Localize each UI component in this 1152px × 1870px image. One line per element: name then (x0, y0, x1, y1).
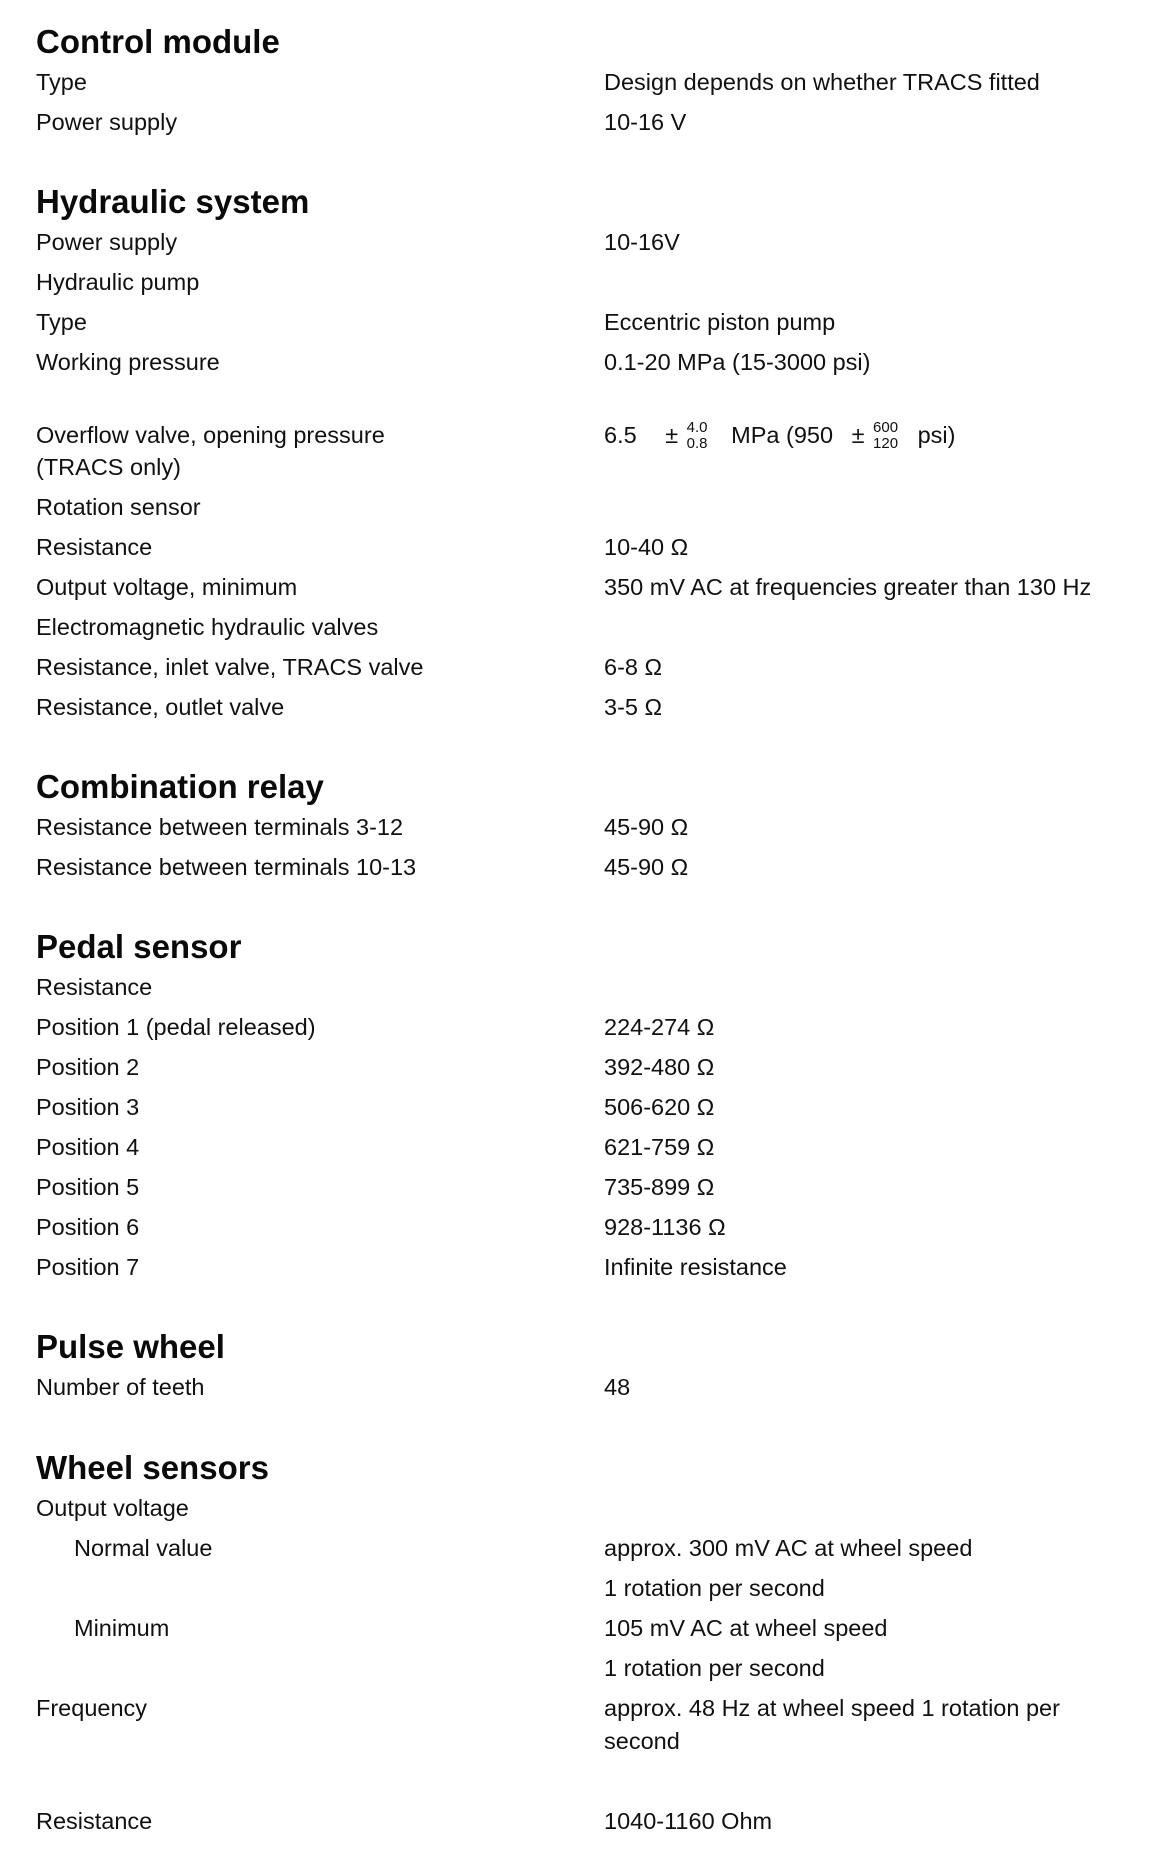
spec-row (36, 302, 1116, 342)
spec-label: Frequency (36, 1695, 148, 1721)
spec-row (36, 1047, 1116, 1087)
spec-label: Output voltage, minimum (36, 574, 298, 600)
spec-value: 3-5 Ω (604, 694, 663, 720)
spec-row (36, 1207, 1116, 1247)
spec-row (36, 342, 1116, 382)
spec-value: 10-16V (604, 229, 680, 255)
spec-label: Resistance, inlet valve, TRACS valve (36, 654, 424, 680)
tolerance-upper: 600 (873, 418, 899, 436)
spec-row-overflow-valve (36, 415, 1116, 487)
spec-row (36, 1247, 1116, 1287)
spec-value: 392-480 Ω (604, 1054, 715, 1080)
spec-row (36, 687, 1116, 727)
spec-row (36, 527, 1116, 567)
spec-value: Eccentric piston pump (604, 309, 836, 335)
spec-row (36, 62, 1116, 102)
spec-value: approx. 300 mV AC at wheel speed (604, 1535, 973, 1561)
spec-label: Resistance between terminals 3-12 (36, 814, 404, 840)
spec-value-continued: 1 rotation per second (604, 1655, 825, 1681)
spec-label: Resistance (36, 1808, 153, 1834)
spec-row (36, 1648, 1116, 1688)
spec-row (36, 567, 1116, 607)
spec-label: Working pressure (36, 349, 220, 375)
tolerance-upper: 4.0 (686, 418, 708, 436)
spec-label: Number of teeth (36, 1374, 205, 1400)
spec-value: 10-16 V (604, 109, 687, 135)
spec-label: Resistance between terminals 10-13 (36, 854, 417, 880)
spec-row (36, 487, 1116, 527)
spec-value: 6-8 Ω (604, 654, 663, 680)
tolerance-mid-text: MPa (950 (731, 422, 834, 448)
spec-value: 0.1-20 MPa (15-3000 psi) (604, 349, 871, 375)
spec-label: Position 7 (36, 1254, 140, 1280)
spec-row (36, 222, 1116, 262)
section-title-combination-relay: Combination relay (36, 768, 324, 805)
spec-label: Resistance (36, 534, 153, 560)
spec-value: 224-274 Ω (604, 1014, 715, 1040)
spec-label: Type (36, 69, 87, 95)
spec-label: Position 3 (36, 1094, 140, 1120)
spec-label: Position 6 (36, 1214, 140, 1240)
spec-label: Position 1 (pedal released) (36, 1014, 316, 1040)
spec-row (36, 1528, 1116, 1568)
spec-row (36, 1367, 1116, 1407)
spec-value-continued: 1 rotation per second (604, 1575, 825, 1601)
spec-label: Electromagnetic hydraulic valves (36, 614, 379, 640)
spec-value-tolerance (604, 415, 955, 455)
section-title-pulse-wheel: Pulse wheel (36, 1328, 225, 1365)
spec-row (36, 1608, 1116, 1648)
spec-label: Normal value (74, 1535, 213, 1561)
spec-value: 735-899 Ω (604, 1174, 715, 1200)
spec-label-continued: (TRACS only) (36, 454, 181, 480)
spec-value: 506-620 Ω (604, 1094, 715, 1120)
tolerance-base: 6.5 (604, 422, 637, 448)
tolerance-lower: 0.8 (686, 434, 708, 452)
spec-value: 105 mV AC at wheel speed (604, 1615, 888, 1641)
tolerance-stack (686, 418, 721, 452)
spec-value: 45-90 Ω (604, 814, 689, 840)
spec-row (36, 1488, 1116, 1528)
spec-label: Position 2 (36, 1054, 140, 1080)
spec-label: Output voltage (36, 1495, 189, 1521)
spec-value: 1040-1160 Ohm (604, 1808, 773, 1834)
spec-label: Power supply (36, 229, 178, 255)
plus-minus-sign: ± (851, 422, 865, 448)
spec-row (36, 1087, 1116, 1127)
spec-row (36, 1007, 1116, 1047)
tolerance-lower: 120 (873, 434, 899, 452)
spec-value: 48 (604, 1374, 631, 1400)
section-title-control-module: Control module (36, 23, 280, 60)
spec-row (36, 1721, 1116, 1761)
spec-value: 350 mV AC at frequencies greater than 130 Hz (604, 574, 1092, 600)
spec-row (36, 1167, 1116, 1207)
spec-row (36, 1568, 1116, 1608)
spec-value: 45-90 Ω (604, 854, 689, 880)
spec-row (36, 102, 1116, 142)
spec-label: Position 4 (36, 1134, 140, 1160)
spec-label: Resistance, outlet valve (36, 694, 285, 720)
spec-row (36, 1801, 1116, 1841)
spec-label: Type (36, 309, 87, 335)
spec-value: approx. 48 Hz at wheel speed 1 rotation per (604, 1695, 1060, 1721)
spec-row (36, 262, 1116, 302)
section-title-pedal-sensor: Pedal sensor (36, 928, 242, 965)
spec-value: Infinite resistance (604, 1254, 787, 1280)
spec-label: Power supply (36, 109, 178, 135)
spec-row (36, 647, 1116, 687)
spec-row (36, 1127, 1116, 1167)
spec-value: 10-40 Ω (604, 534, 689, 560)
spec-value: 928-1136 Ω (604, 1214, 726, 1240)
spec-row (36, 967, 1116, 1007)
spec-label: Overflow valve, opening pressure (36, 422, 385, 448)
spec-label: Position 5 (36, 1174, 140, 1200)
section-title-hydraulic-system: Hydraulic system (36, 183, 310, 220)
spec-row (36, 847, 1116, 887)
plus-minus-sign: ± (665, 422, 679, 448)
spec-value: Design depends on whether TRACS fitted (604, 69, 1040, 95)
spec-value-continued: second (604, 1728, 680, 1754)
spec-row (36, 607, 1116, 647)
spec-label: Rotation sensor (36, 494, 201, 520)
spec-label: Hydraulic pump (36, 269, 200, 295)
spec-label: Resistance (36, 974, 153, 1000)
spec-row (36, 807, 1116, 847)
tolerance-unit: psi) (917, 422, 956, 448)
section-title-wheel-sensors: Wheel sensors (36, 1449, 269, 1486)
tolerance-stack (873, 418, 907, 452)
spec-label: Minimum (74, 1615, 170, 1641)
spec-value: 621-759 Ω (604, 1134, 715, 1160)
